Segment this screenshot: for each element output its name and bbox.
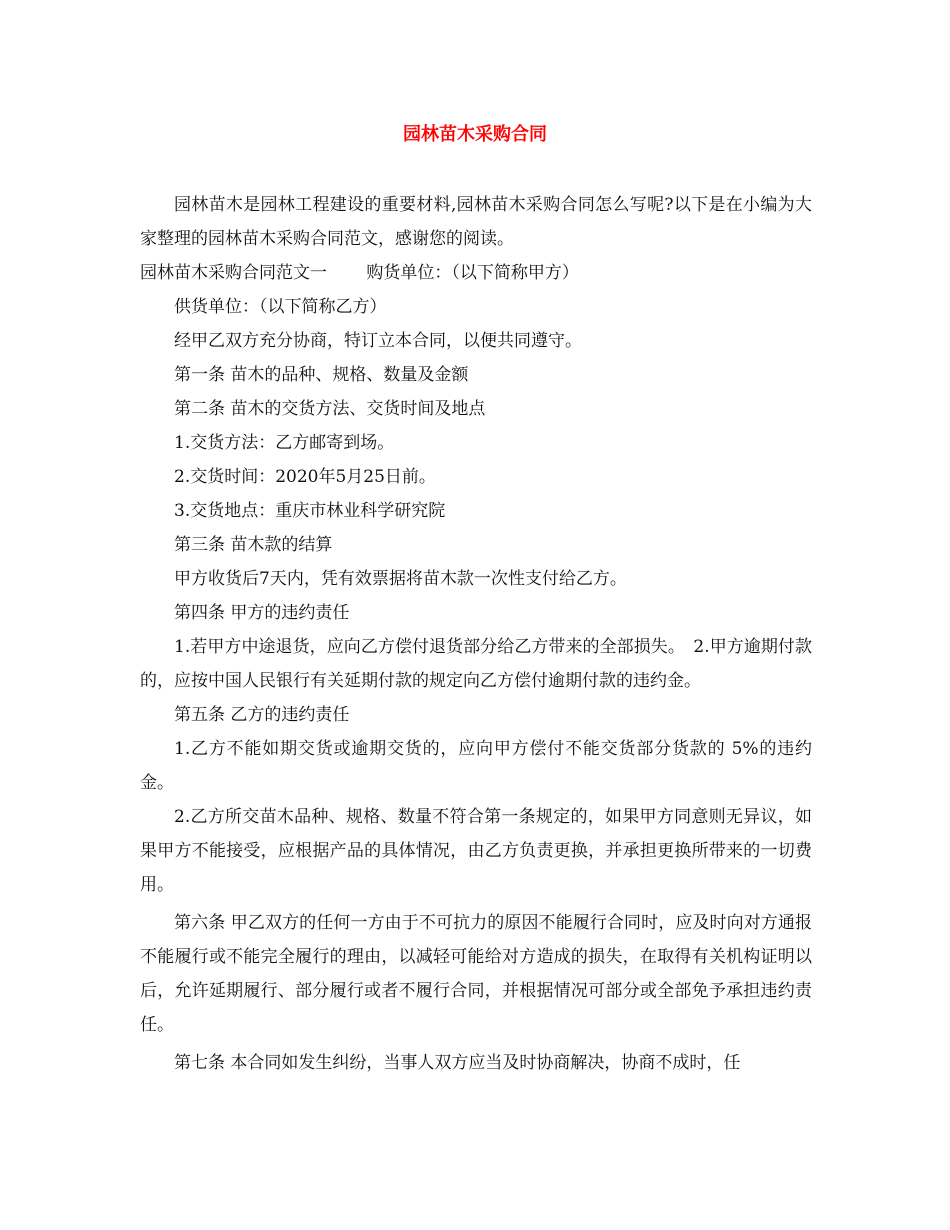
seller-liability-2: 2.乙方所交苗木品种、规格、数量不符合第一条规定的，如果甲方同意则无异议，如果甲方不能接受，应根据产品的具体情况，由乙方负责更换，并承担更换所带来的一切费用。 (140, 807, 812, 895)
article-2: 第二条 苗木的交货方法、交货时间及地点 (174, 399, 486, 419)
agreement-line: 经甲乙双方充分协商，特订立本合同，以便共同遵守。 (174, 331, 582, 351)
delivery-method: 1.交货方法：乙方邮寄到场。 (174, 433, 395, 453)
seller-liability-1: 1.乙方不能如期交货或逾期交货的，应向甲方偿付不能交货部分货款的 5%的违约金。 (140, 739, 812, 793)
article-1: 第一条 苗木的品种、规格、数量及金额 (174, 365, 469, 385)
article-3: 第三条 苗木款的结算 (174, 535, 333, 555)
document-title: 园林苗木采购合同 (403, 124, 547, 145)
delivery-time: 2.交货时间：2020年5月25日前。 (174, 467, 436, 487)
article-6: 第六条 甲乙双方的任何一方由于不可抗力的原因不能履行合同时，应及时向对方通报不能履行或不能完全履行的理由，以减轻可能给对方造成的损失，在取得有关机构证明以后，允许延期履行、部分履行或者不履行合同，并根据情况可部分或全部免予承担违约责任。 (140, 913, 812, 1035)
supplier-line: 供货单位：（以下简称乙方） (174, 297, 387, 317)
article-4: 第四条 甲方的违约责任 (174, 603, 350, 623)
settlement-line: 甲方收货后7天内，凭有效票据将苗木款一次性支付给乙方。 (174, 569, 627, 589)
contract-heading-line: 园林苗木采购合同范文一 购货单位：（以下简称甲方） (140, 263, 579, 283)
intro-paragraph: 园林苗木是园林工程建设的重要材料,园林苗木采购合同怎么写呢?以下是在小编为大家整理的园林苗木采购合同范文，感谢您的阅读。 (140, 195, 812, 249)
buyer-liability-paragraph: 1.若甲方中途退货，应向乙方偿付退货部分给乙方带来的全部损失。 2.甲方逾期付款的，应按中国人民银行有关延期付款的规定向乙方偿付逾期付款的违约金。 (140, 637, 812, 691)
article-7: 第七条 本合同如发生纠纷，当事人双方应当及时协商解决，协商不成时，任 (174, 1053, 741, 1073)
article-5: 第五条 乙方的违约责任 (174, 705, 350, 725)
document-body (140, 188, 812, 1080)
delivery-place: 3.交货地点：重庆市林业科学研究院 (174, 501, 446, 521)
